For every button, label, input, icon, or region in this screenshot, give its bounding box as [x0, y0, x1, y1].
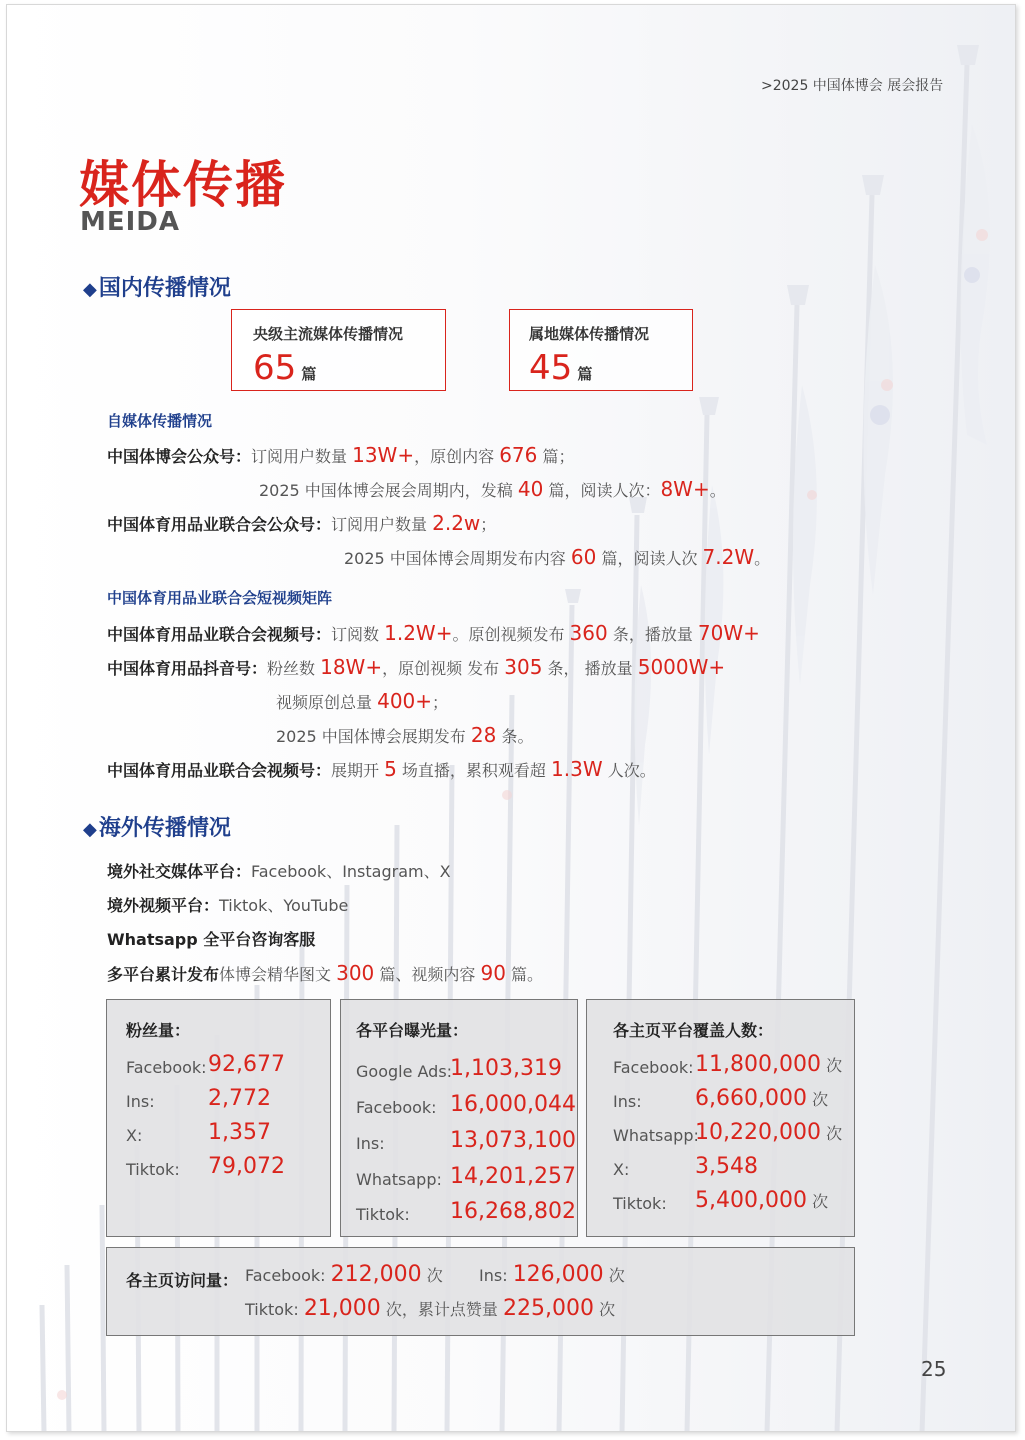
line-text: 篇，阅读人次： [543, 481, 661, 500]
line-federation-period [344, 545, 770, 569]
stat-value: 300 [336, 961, 375, 985]
likes-unit: 次 [599, 1300, 616, 1319]
stat-value: 28 [470, 723, 497, 747]
coverage-label-tiktok: Tiktok: [613, 1194, 667, 1213]
line-overseas-social [107, 859, 451, 882]
central-media-unit: 篇 [301, 365, 317, 383]
coverage-unit: 次 [812, 1192, 829, 1211]
stat-value: 1.2W+ [384, 621, 453, 645]
central-media-box [231, 309, 446, 391]
visits-label: Tiktok: [245, 1300, 299, 1319]
visits-value: 126,000 [512, 1262, 604, 1287]
line-label: 中国体育用品业联合会公众号： [107, 515, 332, 534]
domestic-section-heading [83, 271, 231, 302]
line-expo-period [259, 477, 726, 501]
fans-value-x: 1,357 [208, 1120, 271, 1145]
line-douyin-total [276, 689, 448, 713]
coverage-number: 5,400,000 [695, 1188, 807, 1213]
line-douyin-expo [276, 723, 533, 747]
exposure-value-facebook: 16,000,044 [450, 1092, 576, 1117]
exposure-label-whatsapp: Whatsapp: [356, 1170, 442, 1189]
coverage-number: 6,660,000 [695, 1086, 807, 1111]
short-video-subheading: 中国体育用品业联合会短视频矩阵 [107, 589, 333, 607]
line-text: 。 [754, 549, 771, 568]
stat-value: 2.2w [432, 511, 481, 535]
line-label: 中国体育用品业联合会视频号： [107, 625, 332, 644]
visits-ins [479, 1262, 625, 1287]
stat-value: 13W+ [352, 443, 415, 467]
line-text: 订阅用户数量 [251, 447, 353, 466]
exposure-label-tiktok: Tiktok: [356, 1205, 410, 1224]
coverage-value-x [695, 1154, 758, 1179]
local-media-count [529, 348, 592, 388]
line-text: ； [480, 515, 497, 534]
line-label: 中国体博会公众号： [107, 447, 252, 466]
exposure-label-ins: Ins: [356, 1134, 385, 1153]
fans-value-tiktok: 79,072 [208, 1154, 285, 1179]
line-text: 。原创视频发布 [452, 625, 570, 644]
line-douyin [107, 655, 725, 679]
stat-value: 18W+ [320, 655, 383, 679]
line-federation-wechat [107, 511, 496, 535]
coverage-number: 3,548 [695, 1154, 758, 1179]
domestic-heading-text: 国内传播情况 [98, 276, 231, 301]
line-text: ，原创视频 发布 [382, 659, 505, 678]
stat-value: 305 [504, 655, 543, 679]
line-label: 中国体育用品抖音号： [107, 659, 268, 678]
line-live-stream [107, 757, 656, 781]
line-text: 人次。 [602, 761, 656, 780]
line-text: 条，播放量 [607, 625, 698, 644]
visits-value: 212,000 [330, 1262, 422, 1287]
line-multi-platform [107, 961, 543, 985]
exposure-value-whatsapp: 14,201,257 [450, 1164, 576, 1189]
line-text: 2025 中国体博会周期发布内容 [344, 549, 571, 568]
coverage-label-ins: Ins: [613, 1092, 642, 1111]
line-text: 2025 中国体博会展会周期内，发稿 [259, 481, 518, 500]
exposure-label-google: Google Ads: [356, 1062, 453, 1081]
line-text: 2025 中国体博会展期发布 [276, 727, 471, 746]
line-text: 条， 播放量 [542, 659, 638, 678]
stat-value: 7.2W [702, 545, 755, 569]
exposure-label-facebook: Facebook: [356, 1098, 437, 1117]
line-text: 粉丝数 [267, 659, 321, 678]
line-text: 订阅数 [331, 625, 385, 644]
central-media-title: 央级主流媒体传播情况 [253, 325, 404, 343]
coverage-number: 11,800,000 [695, 1052, 821, 1077]
line-label: Whatsapp 全平台咨询客服 [107, 930, 316, 949]
visits-unit: 次 [608, 1266, 625, 1285]
central-media-count [253, 348, 316, 388]
stat-value: 360 [569, 621, 608, 645]
visits-unit: 次 [426, 1266, 443, 1285]
diamond-bullet-icon: ◆ [83, 819, 97, 840]
visits-box [106, 1247, 855, 1336]
visits-facebook [245, 1262, 443, 1287]
exposure-value-ins: 13,073,100 [450, 1128, 576, 1153]
exposure-value-google: 1,103,319 [450, 1056, 562, 1081]
stat-value: 676 [499, 443, 538, 467]
line-text: 订阅用户数量 [331, 515, 433, 534]
line-text: ，原创内容 [414, 447, 500, 466]
page-title: 媒体传播 [79, 156, 287, 214]
line-text: ； [432, 693, 449, 712]
stat-value: 1.3W [551, 757, 603, 781]
visits-label: Facebook: [245, 1266, 326, 1285]
visits-value: 21,000 [303, 1296, 381, 1321]
coverage-number: 10,220,000 [695, 1120, 821, 1145]
coverage-label-whatsapp: Whatsapp: [613, 1126, 699, 1145]
line-text: 。 [709, 481, 726, 500]
self-media-subheading: 自媒体传播情况 [107, 412, 213, 430]
stat-value: 90 [480, 961, 506, 985]
line-expo-wechat [107, 443, 574, 467]
page-number: 25 [921, 1357, 947, 1381]
local-media-number: 45 [529, 348, 573, 388]
line-video-account [107, 621, 760, 645]
line-text: 篇； [537, 447, 575, 466]
visits-unit: 次，累计点赞量 [385, 1300, 503, 1319]
line-whatsapp [107, 927, 315, 950]
stat-value: 5000W+ [637, 655, 726, 679]
coverage-value-facebook [695, 1052, 842, 1077]
line-text: 视频原创总量 [276, 693, 378, 712]
line-text: 篇。 [505, 965, 544, 984]
line-text: Tiktok、YouTube [219, 896, 349, 915]
line-label: 境外视频平台： [107, 896, 220, 915]
line-text: 场直播，累积观看超 [396, 761, 552, 780]
coverage-value-tiktok [695, 1188, 828, 1213]
page-subtitle: MEIDA [80, 207, 181, 237]
central-media-number: 65 [253, 348, 297, 388]
local-media-unit: 篇 [577, 365, 593, 383]
fans-value-facebook: 92,677 [208, 1052, 285, 1077]
report-page [6, 4, 1016, 1432]
exposure-value-tiktok: 16,268,802 [450, 1199, 576, 1224]
fans-value-ins: 2,772 [208, 1086, 271, 1111]
diamond-bullet-icon: ◆ [83, 279, 97, 300]
line-label: 多平台累计发布 [107, 965, 220, 984]
local-media-box [509, 309, 693, 391]
coverage-box [586, 999, 855, 1237]
overseas-heading-text: 海外传播情况 [98, 816, 231, 841]
coverage-value-whatsapp [695, 1120, 842, 1145]
line-text: 条。 [496, 727, 534, 746]
stat-value: 70W+ [697, 621, 760, 645]
exposure-box [340, 999, 578, 1237]
coverage-title: 各主页平台覆盖人数： [613, 1021, 774, 1040]
coverage-value-ins [695, 1086, 828, 1111]
fans-label-ins: Ins: [126, 1092, 155, 1111]
line-overseas-video [107, 893, 348, 916]
stat-value: 40 [517, 477, 544, 501]
visits-label: Ins: [479, 1266, 508, 1285]
stat-value: 5 [384, 757, 397, 781]
line-text: 篇、视频内容 [374, 965, 481, 984]
fans-label-facebook: Facebook: [126, 1058, 207, 1077]
line-text: 篇，阅读人次 [596, 549, 703, 568]
line-text: 体博会精华图文 [219, 965, 337, 984]
coverage-unit: 次 [812, 1090, 829, 1109]
fans-box [106, 999, 331, 1237]
coverage-label-x: X: [613, 1160, 630, 1179]
fans-title: 粉丝量： [126, 1021, 191, 1040]
coverage-label-facebook: Facebook: [613, 1058, 694, 1077]
line-text: 展期开 [331, 761, 385, 780]
stat-value: 60 [570, 545, 597, 569]
coverage-unit: 次 [826, 1124, 843, 1143]
local-media-title: 属地媒体传播情况 [529, 325, 650, 343]
likes-value: 225,000 [502, 1296, 594, 1321]
line-label: 中国体育用品业联合会视频号： [107, 761, 332, 780]
visits-title: 各主页访问量： [126, 1271, 239, 1290]
report-header: >2025 中国体博会 展会报告 [761, 78, 944, 94]
coverage-unit: 次 [826, 1056, 843, 1075]
stat-value: 400+ [377, 689, 433, 713]
line-label: 境外社交媒体平台： [107, 862, 252, 881]
fans-label-x: X: [126, 1126, 143, 1145]
fans-label-tiktok: Tiktok: [126, 1160, 180, 1179]
stat-value: 8W+ [660, 477, 710, 501]
exposure-title: 各平台曝光量： [356, 1021, 469, 1040]
overseas-section-heading [83, 811, 231, 842]
line-text: Facebook、Instagram、X [251, 862, 451, 881]
visits-tiktok [245, 1296, 615, 1321]
